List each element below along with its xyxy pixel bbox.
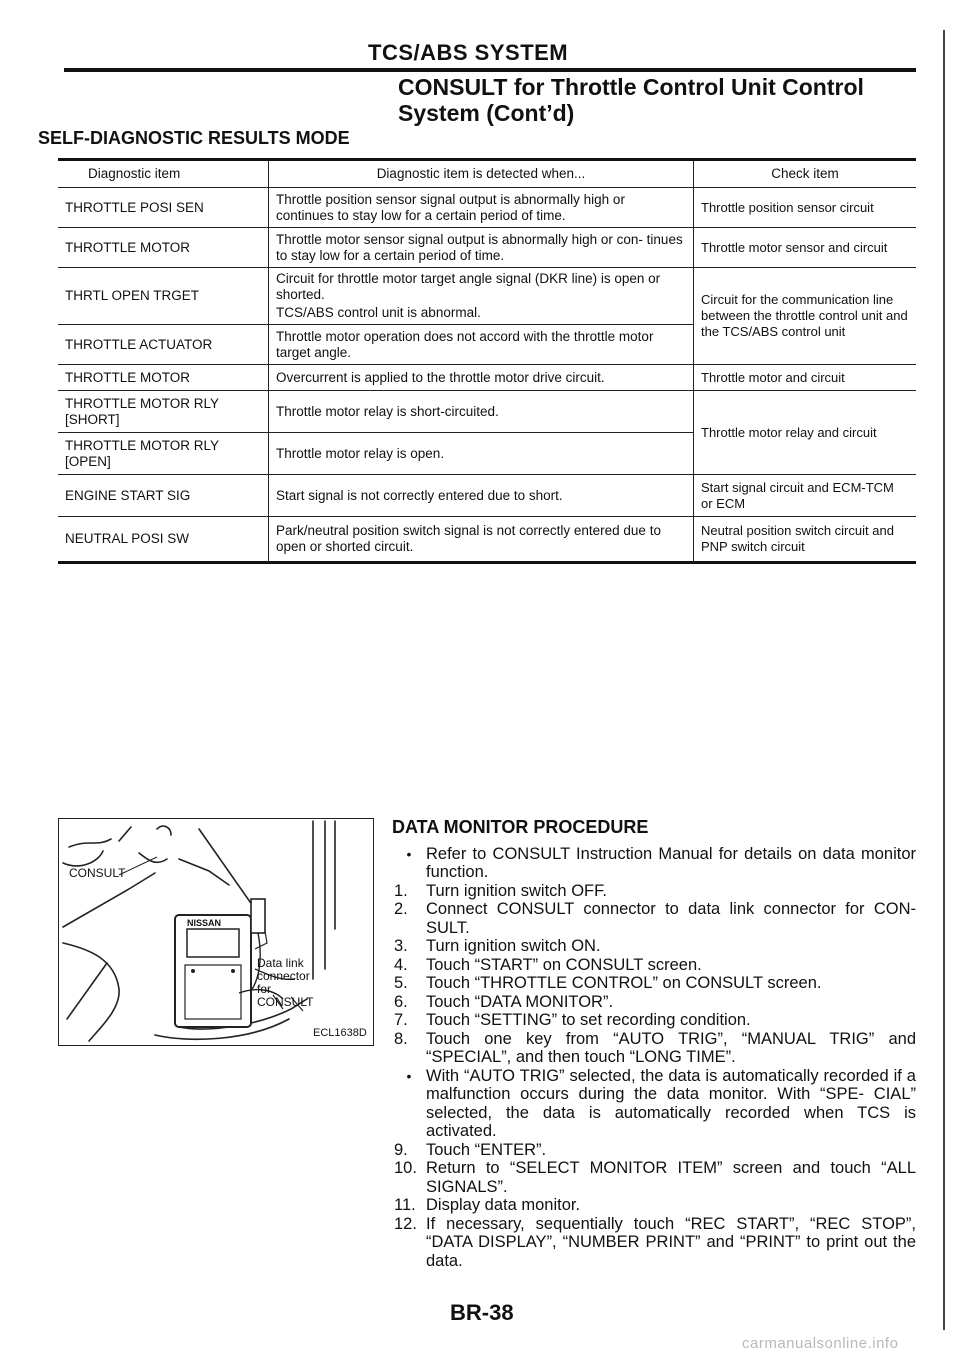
procedure-step: [392, 1011, 916, 1030]
step-marker: 2.: [394, 900, 408, 918]
step-marker: 5.: [394, 974, 408, 992]
table-header-row: [58, 160, 916, 188]
step-marker: 6.: [394, 992, 408, 1011]
consult-connection-drawing: [59, 819, 373, 1045]
diagnostic-item-cell: THROTTLE ACTUATOR: [58, 325, 269, 365]
procedure-step: [392, 1030, 916, 1067]
table-row: [58, 391, 916, 433]
check-item-cell: Throttle position sensor circuit: [694, 188, 917, 228]
procedure-title: DATA MONITOR PROCEDURE: [392, 817, 649, 837]
step-marker: 9.: [394, 1140, 408, 1159]
step-text: Touch “DATA MONITOR”.: [426, 992, 614, 1011]
step-text: Return to “SELECT MONITOR ITEM” screen and touch “ALL SIGNALS”.: [426, 1159, 916, 1196]
procedure-step: [392, 1141, 916, 1160]
check-item-cell: Throttle motor and circuit: [694, 365, 917, 391]
diagnostic-item-cell: ENGINE START SIG: [58, 475, 269, 517]
detected-when-cell: [269, 268, 694, 325]
step-text: Turn ignition switch ON.: [426, 937, 601, 955]
procedure-step: [392, 1196, 916, 1215]
page-edge-line: [943, 30, 945, 1330]
step-text: Refer to CONSULT Instruction Manual for details on data monitor function.: [426, 844, 916, 881]
check-item-cell: Circuit for the communication line between the throttle control unit and the TCS/ABS control unit: [694, 268, 917, 365]
step-marker: •: [406, 1067, 412, 1084]
diagnostic-item-cell: THRTL OPEN TRGET: [58, 268, 269, 325]
procedure-step: [392, 993, 916, 1012]
procedure-step: [392, 956, 916, 975]
procedure-step: [392, 845, 916, 882]
section-title: TCS/ABS SYSTEM: [368, 40, 569, 65]
step-marker: 8.: [394, 1029, 408, 1048]
step-text: If necessary, sequentially touch “REC START”, “REC STOP”, “DATA DISPLAY”, “NUMBER PRINT” and “PRINT” to print out the data.: [426, 1214, 916, 1270]
procedure-step: [392, 974, 916, 993]
brand-label: NISSAN: [187, 918, 222, 928]
watermark: carmanualsonline.info: [742, 1335, 899, 1352]
step-text: Display data monitor.: [426, 1196, 581, 1214]
step-text: Touch “START” on CONSULT screen.: [426, 955, 702, 974]
detected-when-line: TCS/ABS control unit is abnormal.: [276, 305, 481, 320]
procedure-step: [392, 882, 916, 901]
procedure-steps: [392, 845, 916, 1271]
detected-when-cell: Start signal is not correctly entered due to short.: [269, 475, 694, 517]
procedure-step: [392, 1067, 916, 1141]
detected-when-cell: Overcurrent is applied to the throttle motor drive circuit.: [269, 365, 694, 391]
detected-when-cell: Throttle motor relay is open.: [269, 433, 694, 475]
step-text: With “AUTO TRIG” selected, the data is automatically recorded if a malfunction occurs during the data monitor. With “SPE- CIAL” selected, the data is automatically recorded when TCS is activated.: [426, 1066, 916, 1140]
detected-when-cell: Throttle position sensor signal output is abnormally high or continues to stay low for a certain period of time.: [269, 188, 694, 228]
detected-when-cell: Throttle motor relay is short-circuited.: [269, 391, 694, 433]
detected-when-line: Circuit for throttle motor target angle signal (DKR line) is open or shorted.: [276, 271, 661, 302]
diagnostic-item-cell: THROTTLE MOTOR RLY [SHORT]: [58, 391, 269, 433]
diagnostic-item-cell: THROTTLE MOTOR RLY [OPEN]: [58, 433, 269, 475]
detected-when-cell: Park/neutral position switch signal is not correctly entered due to open or shorted circuit.: [269, 517, 694, 563]
check-item-cell: Neutral position switch circuit and PNP switch circuit: [694, 517, 917, 563]
table-row: [58, 188, 916, 228]
detected-when-cell: Throttle motor operation does not accord with the throttle motor target angle.: [269, 325, 694, 365]
step-marker: 4.: [394, 955, 408, 974]
connector-label: Data link connector for CONSULT: [257, 956, 314, 1009]
procedure-step: [392, 1159, 916, 1196]
diagnostic-item-cell: THROTTLE POSI SEN: [65, 199, 204, 215]
diagnostic-item-cell: THROTTLE MOTOR: [58, 365, 269, 391]
procedure-step: [392, 937, 916, 956]
procedure-step: [392, 900, 916, 937]
step-text: Turn ignition switch OFF.: [426, 881, 607, 900]
step-text: Touch one key from “AUTO TRIG”, “MANUAL TRIG” and “SPECIAL”, and then touch “LONG TIME”.: [426, 1029, 916, 1066]
check-item-cell: Throttle motor sensor and circuit: [694, 228, 917, 268]
table-row: [58, 268, 916, 325]
column-header-detected-when: Diagnostic item is detected when...: [269, 160, 694, 188]
consult-label: CONSULT: [69, 866, 126, 880]
step-marker: 3.: [394, 937, 408, 955]
data-monitor-procedure: [392, 818, 916, 1270]
step-marker: •: [406, 845, 412, 862]
step-marker: 1.: [394, 881, 408, 900]
check-item-cell: Start signal circuit and ECM-TCM or ECM: [694, 475, 917, 517]
step-text: Touch “ENTER”.: [426, 1140, 547, 1159]
dash-outline-line: [69, 839, 111, 847]
page-subtitle: CONSULT for Throttle Control Unit Control System (Cont’d): [398, 74, 864, 126]
title-rule: [64, 68, 916, 72]
column-header-check-item: Check item: [694, 160, 917, 188]
table-row: [58, 228, 916, 268]
table-row: [58, 365, 916, 391]
figure-id: ECL1638D: [313, 1027, 367, 1039]
step-text: Touch “SETTING” to set recording condition.: [426, 1011, 751, 1029]
mode-title: SELF-DIAGNOSTIC RESULTS MODE: [38, 128, 350, 148]
check-item-cell: Throttle motor relay and circuit: [694, 391, 917, 475]
diagnostic-item-cell: THROTTLE MOTOR: [58, 228, 269, 268]
step-marker: 12.: [394, 1214, 417, 1233]
step-marker: 7.: [394, 1011, 408, 1029]
consult-connection-figure: [58, 818, 374, 1046]
table-row: [58, 517, 916, 563]
detected-when-cell: Throttle motor sensor signal output is abnormally high or con- tinues to stay low for a certain period of time.: [269, 228, 694, 268]
step-text: Touch “THROTTLE CONTROL” on CONSULT screen.: [426, 974, 822, 992]
procedure-step: [392, 1215, 916, 1271]
diagnostic-results-table: [58, 158, 916, 564]
step-text: Connect CONSULT connector to data link connector for CON- SULT.: [426, 900, 916, 937]
step-marker: 11.: [394, 1196, 416, 1214]
step-marker: 10.: [394, 1159, 417, 1177]
diagnostic-item-cell: NEUTRAL POSI SW: [58, 517, 269, 563]
table-row: [58, 475, 916, 517]
page-number: BR-38: [450, 1300, 514, 1325]
column-header-diagnostic-item: Diagnostic item: [58, 160, 269, 188]
